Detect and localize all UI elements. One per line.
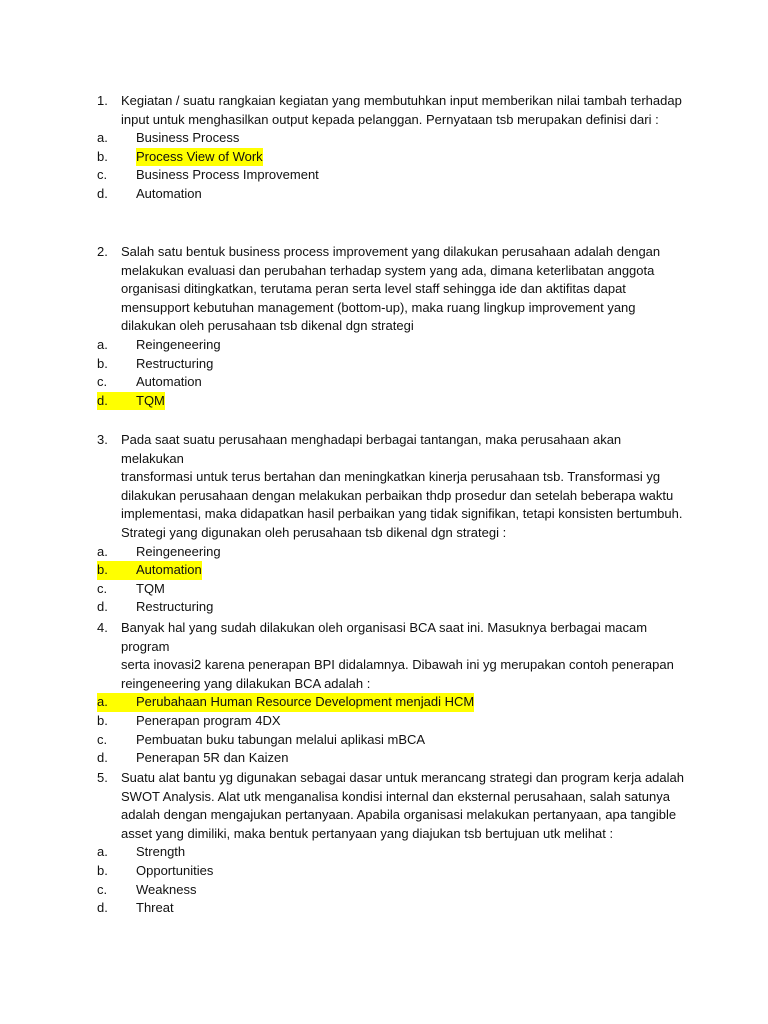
option-a [97,129,687,148]
option-text: Threat [136,900,174,916]
option-letter: a. [97,130,108,146]
option-text: Business Process [136,130,240,146]
question-3 [97,431,687,617]
option-text: Business Process Improvement [136,167,319,183]
option-list [97,543,687,617]
option-text: Weakness [136,881,197,897]
highlighted-option-text: Process View of Work [136,148,263,167]
option-list [97,129,687,203]
question-number: 1. [97,93,108,108]
option-text: Automation [136,374,202,390]
option-text: Automation [136,185,202,201]
option-letter: a. [97,844,108,860]
question-number: 3. [97,432,108,447]
question-text: Salah satu bentuk business process improvement yang dilakukan perusahaan adalah dengan melakukan evaluasi dan perubahan terhadap system yang ada, dimana keterlibatan anggota organisasi ditingkatkan, terutama peran serta level staff sehingga ide dan aktifitas dapat mensupport kebutuhan management (bottom-up), maka ruang lingkup improvement yang dilakukan oleh perusahaan tsb dikenal dgn strategi [121,244,661,334]
option-b [97,862,687,881]
option-text: Reingeneering [136,543,221,559]
option-d [97,598,687,617]
option-d [97,392,687,411]
option-text: Pembuatan buku tabungan melalui aplikasi mBCA [136,731,426,747]
option-c [97,580,687,599]
option-letter: c. [97,580,108,596]
question-text: Pada saat suatu perusahaan menghadapi berbagai tantangan, maka perusahaan akan melakukan transformasi untuk terus bertahan dan meningkatkan kinerja perusahaan tsb. Transformasi yg dilakukan perusahaan dengan melakukan perbaikan thdp prosedur dan setelah beberapa waktu implementasi, maka didapatkan hasil perbaikan yang tidak signifikan, tetapi konsisten bertumbuh. Strategi yang digunakan oleh perusahaan tsb dikenal dgn strategi : [121,432,683,540]
highlighted-option-text: Perubahaan Human Resource Development menjadi HCM [136,694,475,710]
option-text: Restructuring [136,599,214,615]
option-a [97,843,687,862]
option-a [97,693,687,712]
question-5 [97,769,687,918]
highlighted-option [97,561,202,580]
option-text: Restructuring [136,355,214,371]
option-letter: b. [97,355,108,371]
option-list [97,336,687,410]
question-text: Kegiatan / suatu rangkaian kegiatan yang membutuhkan input memberikan nilai tambah terhadap input untuk menghasilkan output kepada pelanggan. Pernyataan tsb merupakan definisi dari : [121,93,682,127]
option-list [97,843,687,917]
question-2 [97,243,687,410]
highlighted-option [97,693,474,712]
option-b [97,561,687,580]
option-letter: d. [97,392,108,408]
option-letter: c. [97,731,108,747]
option-letter: c. [97,881,108,897]
option-letter: b. [97,562,108,578]
option-text: TQM [136,580,165,596]
option-c [97,731,687,750]
option-letter: d. [97,599,108,615]
option-letter: c. [97,167,108,183]
option-letter: d. [97,900,108,916]
question-4 [97,619,687,768]
option-b [97,355,687,374]
option-c [97,881,687,900]
question-number: 2. [97,244,108,259]
option-letter: b. [97,148,108,164]
question-number: 5. [97,770,108,785]
option-letter: a. [97,336,108,352]
option-text: Opportunities [136,862,214,878]
option-letter: b. [97,862,108,878]
option-text: Penerapan program 4DX [136,712,281,728]
option-a [97,336,687,355]
option-a [97,543,687,562]
option-letter: c. [97,374,108,390]
highlighted-option [97,392,165,411]
option-b [97,148,687,167]
option-d [97,899,687,918]
question-1 [97,92,687,204]
option-c [97,166,687,185]
highlighted-option-text: TQM [136,392,165,408]
question-text: Suatu alat bantu yg digunakan sebagai dasar untuk merancang strategi dan program kerja adalah SWOT Analysis. Alat utk menganalisa kondisi internal dan eksternal perusahaan, salah satunya adalah dengan mengajukan pertanyaan. Apabila organisasi melakukan pertanyaan, apa tangible asset yang dimiliki, maka bentuk pertanyaan yang diajukan tsb bertujuan utk melihat : [121,770,684,841]
option-b [97,712,687,731]
option-list [97,693,687,767]
highlighted-option-text: Automation [136,562,202,578]
option-letter: d. [97,750,108,766]
option-c [97,373,687,392]
option-letter: d. [97,185,108,201]
option-text: Strength [136,844,186,860]
option-letter: a. [97,694,108,710]
option-text: Penerapan 5R dan Kaizen [136,750,289,766]
option-d [97,185,687,204]
option-text: Reingeneering [136,336,221,352]
question-text: Banyak hal yang sudah dilakukan oleh organisasi BCA saat ini. Masuknya berbagai macam program serta inovasi2 karena penerapan BPI didalamnya. Dibawah ini yg merupakan contoh penerapan reingeneering yang dilakukan BCA adalah : [121,620,674,691]
question-number: 4. [97,620,108,635]
option-letter: a. [97,543,108,559]
option-d [97,749,687,768]
option-letter: b. [97,712,108,728]
